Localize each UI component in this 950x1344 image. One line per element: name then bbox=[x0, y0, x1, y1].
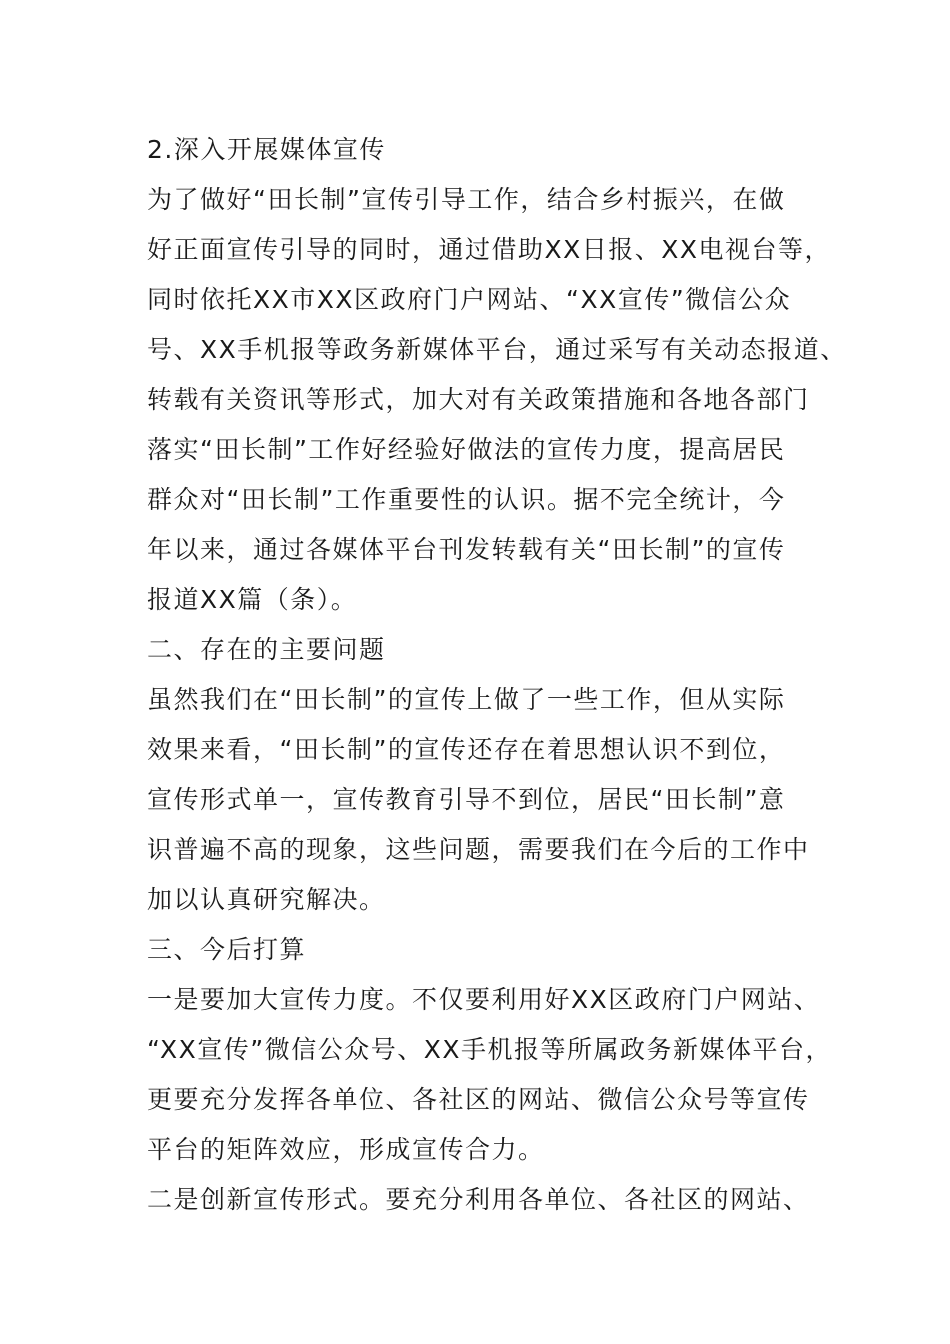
paragraph-line: 二是创新宣传形式。要充分利用各单位、各社区的网站、 bbox=[147, 1185, 810, 1214]
paragraph-line: 为了做好“田长制”宣传引导工作，结合乡村振兴，在做 bbox=[147, 185, 786, 214]
section-heading: 2.深入开展媒体宣传 bbox=[147, 135, 386, 164]
paragraph-line: 平台的矩阵效应，形成宣传合力。 bbox=[147, 1135, 545, 1164]
paragraph-line: 落实“田长制”工作好经验好做法的宣传力度，提高居民 bbox=[147, 435, 786, 464]
paragraph-line: 同时依托XX市XX区政府门户网站、“XX宣传”微信公众 bbox=[147, 285, 792, 314]
paragraph-line: 更要充分发挥各单位、各社区的网站、微信公众号等宣传 bbox=[147, 1085, 810, 1114]
paragraph-line: 号、XX手机报等政务新媒体平台，通过采写有关动态报道、 bbox=[147, 335, 847, 364]
paragraph-line: 效果来看，“田长制”的宣传还存在着思想认识不到位， bbox=[147, 735, 786, 764]
paragraph-line: 报道XX篇（条）。 bbox=[147, 585, 358, 614]
paragraph-line: 宣传形式单一，宣传教育引导不到位，居民“田长制”意 bbox=[147, 785, 786, 814]
section-heading: 二、存在的主要问题 bbox=[147, 635, 386, 664]
paragraph-line: 好正面宣传引导的同时，通过借助XX日报、XX电视台等， bbox=[147, 235, 832, 264]
paragraph-line: 识普遍不高的现象，这些问题，需要我们在今后的工作中 bbox=[147, 835, 810, 864]
paragraph-line: 虽然我们在“田长制”的宣传上做了一些工作，但从实际 bbox=[147, 685, 786, 714]
paragraph-line: 一是要加大宣传力度。不仅要利用好XX区政府门户网站、 bbox=[147, 985, 821, 1014]
paragraph-line: 群众对“田长制”工作重要性的认识。据不完全统计，今 bbox=[147, 485, 786, 514]
paragraph-line: 转载有关资讯等形式，加大对有关政策措施和各地各部门 bbox=[147, 385, 810, 414]
paragraph-line: “XX宣传”微信公众号、XX手机报等所属政务新媒体平台， bbox=[147, 1035, 832, 1064]
section-heading: 三、今后打算 bbox=[147, 935, 307, 964]
paragraph-line: 年以来，通过各媒体平台刊发转载有关“田长制”的宣传 bbox=[147, 535, 786, 564]
paragraph-line: 加以认真研究解决。 bbox=[147, 885, 386, 914]
